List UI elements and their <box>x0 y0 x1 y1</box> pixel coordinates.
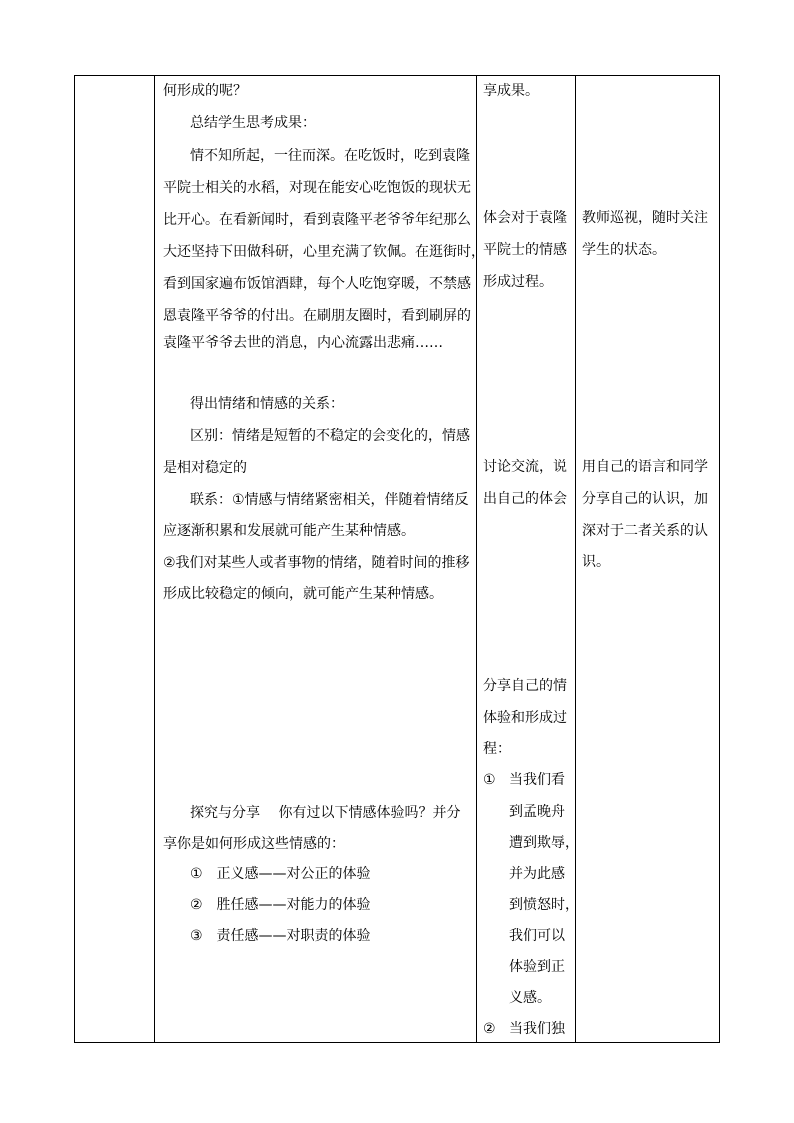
text-line: 恩袁隆平爷爷的付出。在刷朋友圈时，看到刷屏的 <box>163 308 471 324</box>
text-line: 联系：①情感与情绪紧密相关，伴随着情绪反 <box>190 492 469 508</box>
text-line: 义感。 <box>509 990 551 1006</box>
text-line: 程： <box>483 741 511 757</box>
text-line: 学生的状态。 <box>582 242 666 258</box>
text-line: 平院士相关的水稻，对现在能安心吃饱饭的现状无 <box>163 180 471 196</box>
teacher-activity-column <box>155 76 485 1042</box>
text-line: 体会对于袁隆 <box>483 210 567 226</box>
text-line: ③ 责任感——对职责的体验 <box>190 928 371 944</box>
text-line: 情不知所起，一往而深。在吃饭时，吃到袁隆 <box>190 148 470 164</box>
text-line: 大还坚持下田做科研，心里充满了钦佩。在逛街时， <box>163 244 485 260</box>
text-line: 探究与分享 你有过以下情感体验吗？并分 <box>190 805 461 821</box>
text-line: 总结学生思考成果： <box>190 115 316 131</box>
text-line: 到愤怒时， <box>509 897 579 913</box>
list-marker: ① <box>483 772 496 788</box>
text-line: 形成比较稳定的倾向，就可能产生某种情感。 <box>163 586 443 602</box>
list-marker: ② <box>483 1021 496 1037</box>
text-line: ① 正义感——对公正的体验 <box>190 866 371 882</box>
text-line: 体验和形成过 <box>483 710 567 726</box>
text-line: 分享自己的认识，加 <box>582 491 708 507</box>
text-line: 当我们看 <box>509 772 565 788</box>
stage-column <box>75 76 154 1042</box>
text-line: 当我们独 <box>509 1021 565 1037</box>
text-line: 深对于二者关系的认 <box>582 523 708 539</box>
text-line: 用自己的语言和同学 <box>582 459 708 475</box>
text-line: 是相对稳定的 <box>163 460 247 476</box>
text-line: 讨论交流，说 <box>483 459 567 475</box>
text-line: 袁隆平爷爷去世的消息，内心流露出悲痛…… <box>163 335 443 351</box>
text-line: 看到国家遍布饭馆酒肆，每个人吃饱穿暖，不禁感 <box>163 276 471 292</box>
design-intent-column <box>576 76 719 1042</box>
text-line: 教师巡视，随时关注 <box>582 210 708 226</box>
text-line: 享你是如何形成这些情感的： <box>163 836 345 852</box>
text-line: 我们可以 <box>509 928 565 944</box>
text-line: 享成果。 <box>483 83 539 99</box>
text-line: 应逐渐积累和发展就可能产生某种情感。 <box>163 523 415 539</box>
text-line: 比开心。在看新闻时，看到袁隆平老爷爷年纪那么 <box>163 212 471 228</box>
text-line: 到孟晚舟 <box>509 804 565 820</box>
text-line: 出自己的体会 <box>483 491 567 507</box>
text-line: 分享自己的情 <box>483 678 567 694</box>
text-line: 形成过程。 <box>483 274 553 290</box>
text-line: 得出情绪和情感的关系： <box>190 396 344 412</box>
text-line: 体验到正 <box>509 959 565 975</box>
student-activity-column <box>477 76 579 1042</box>
lesson-table <box>74 75 720 1043</box>
text-line: 何形成的呢？ <box>163 83 247 99</box>
text-line: 平院士的情感 <box>483 242 567 258</box>
text-line: 区别：情绪是短暂的不稳定的会变化的，情感 <box>190 428 470 444</box>
text-line: ②我们对某些人或者事物的情绪，随着时间的推移 <box>163 555 470 571</box>
text-line: 遭到欺辱， <box>509 835 579 851</box>
text-line: 识。 <box>582 554 610 570</box>
text-line: ② 胜任感——对能力的体验 <box>190 897 371 913</box>
text-line: 并为此感 <box>509 866 565 882</box>
